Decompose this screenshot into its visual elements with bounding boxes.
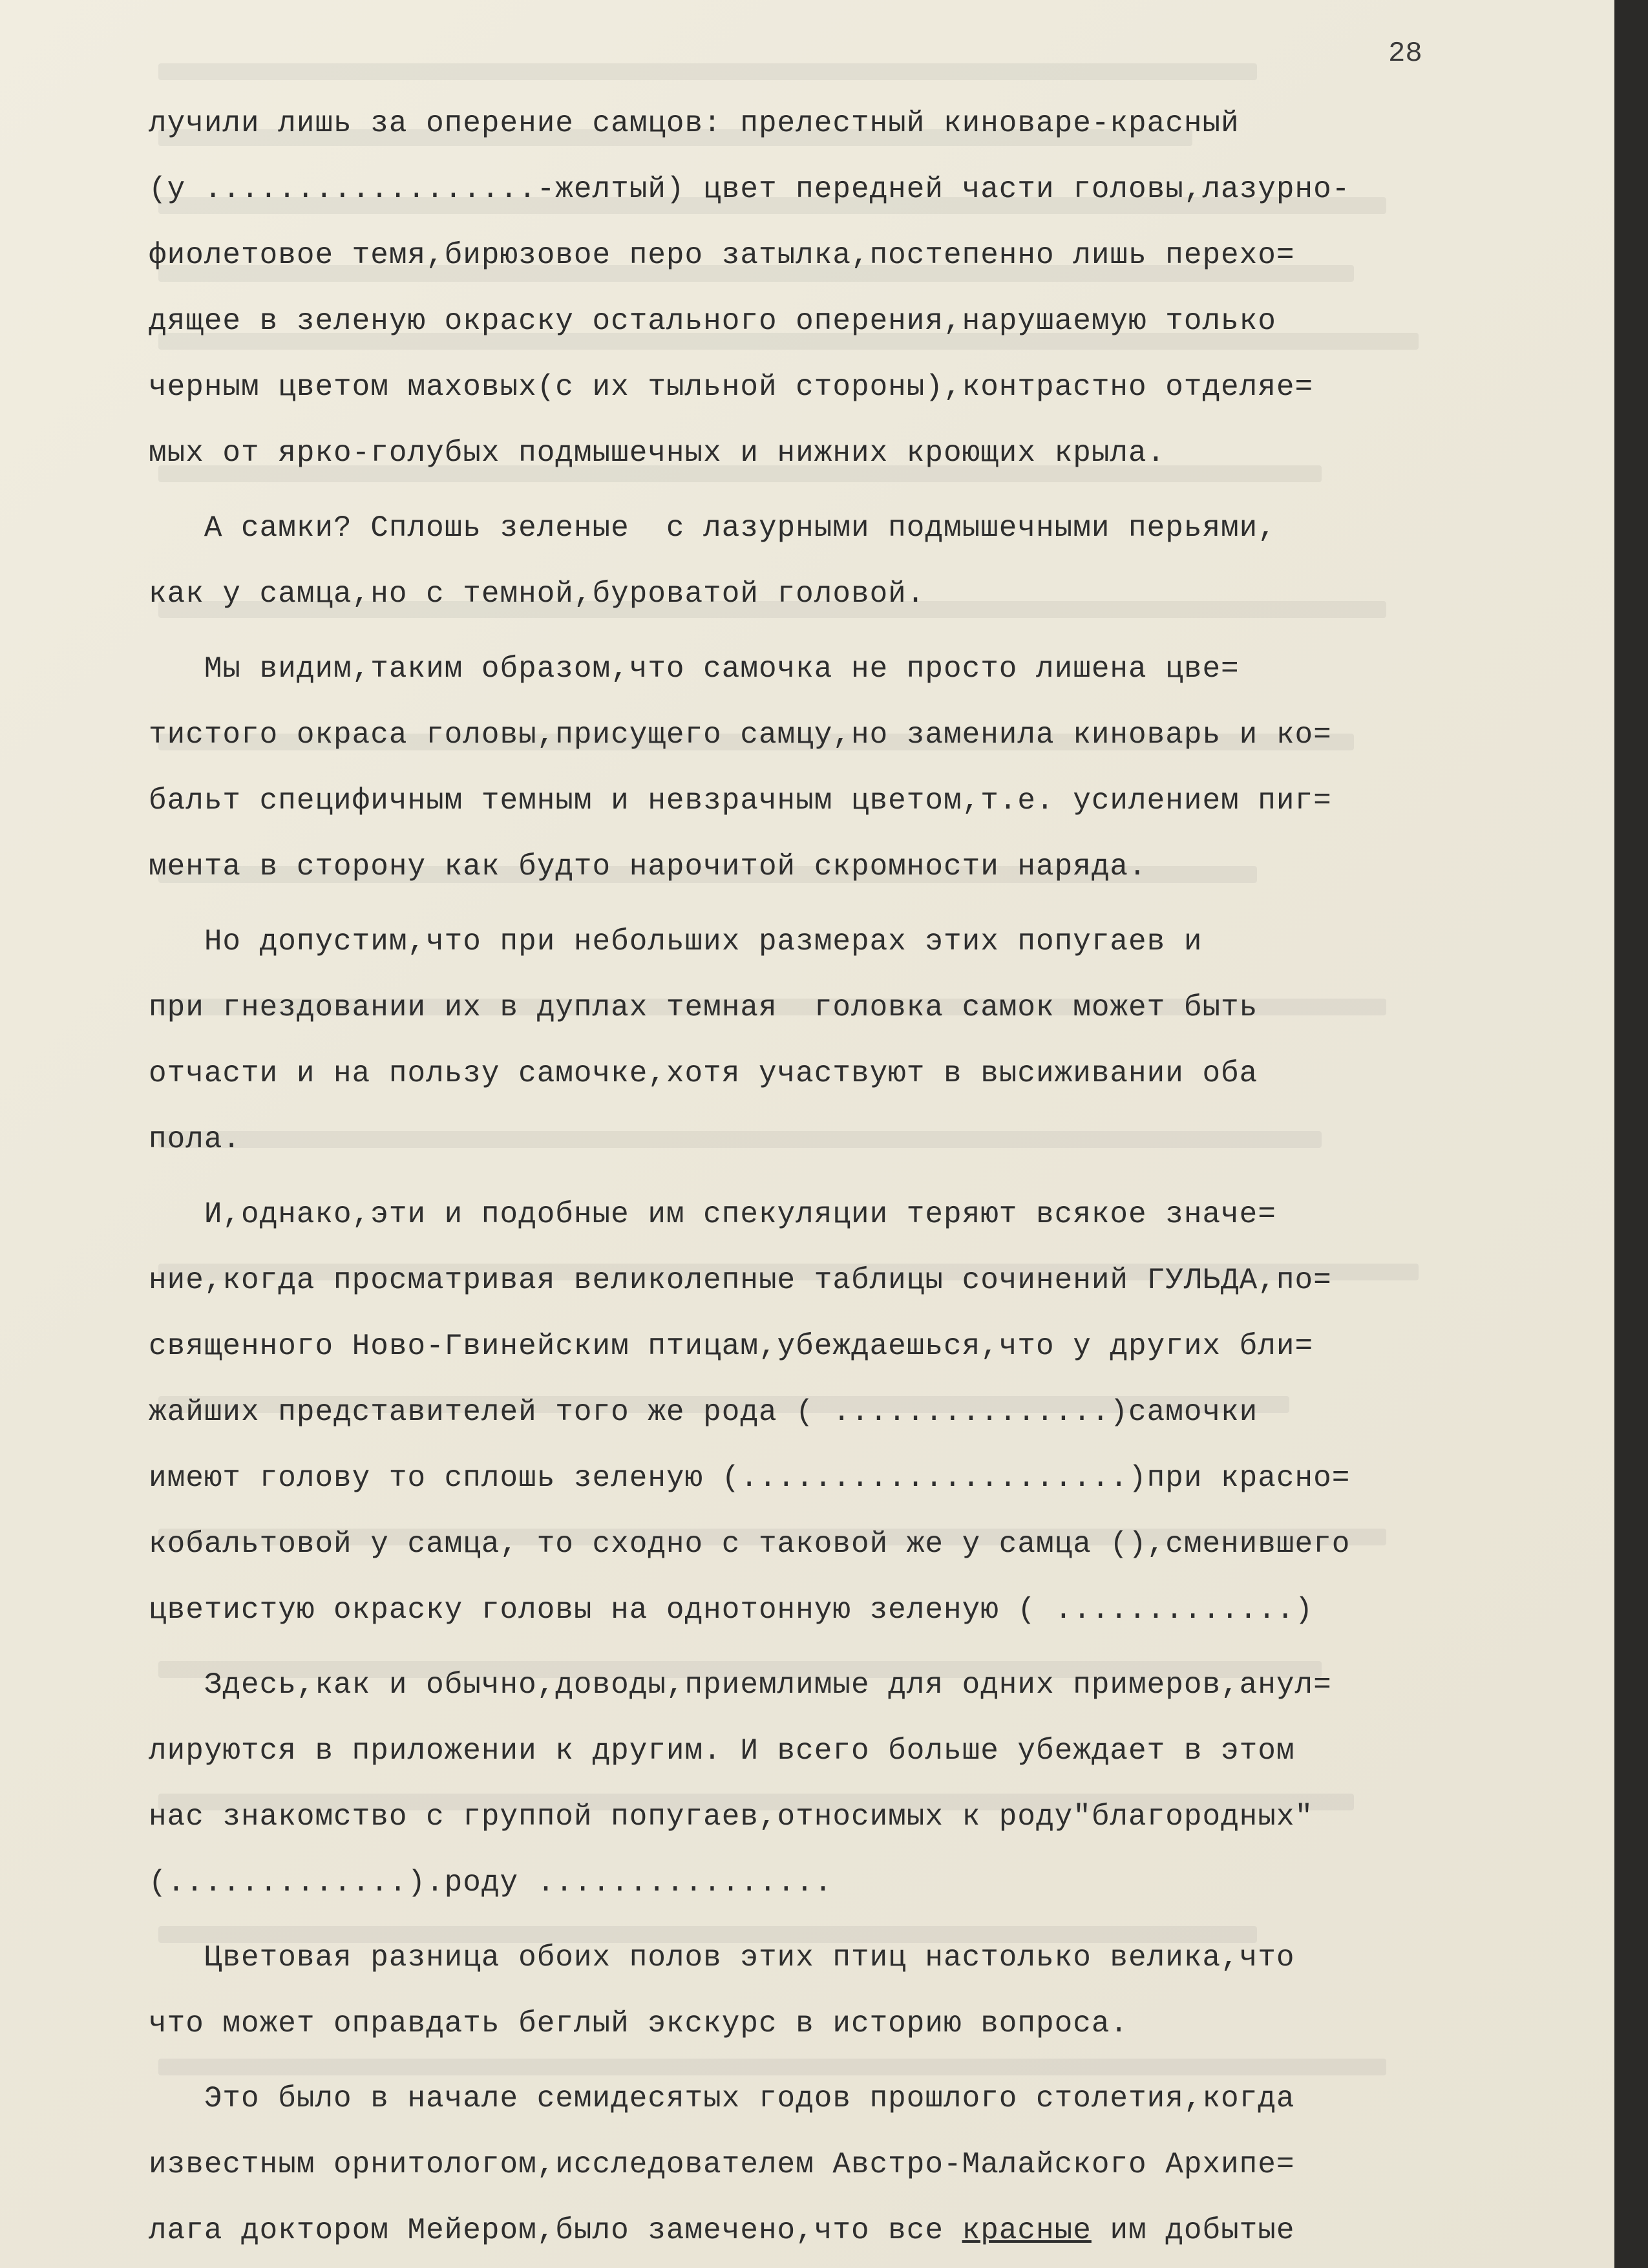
text-line: дящее в зеленую окраску остального оперения,нарушаемую только — [149, 304, 1276, 338]
paragraph — [149, 1652, 1551, 1916]
text-line: нас знакомство с группой попугаев,относимых к роду"благородных" — [149, 1800, 1314, 1834]
text-line: пола. — [149, 1123, 242, 1156]
text-line: Но допустим,что при небольших размерах этих попугаев и — [149, 925, 1203, 959]
text-line: кобальтовой у самца, то сходно с таковой же у самца (),сменившего — [149, 1527, 1351, 1561]
text-line: как у самца,но с темной,буроватой головой. — [149, 577, 925, 611]
paragraph — [149, 90, 1551, 486]
text-line: мых от ярко-голубых подмышечных и нижних кроющих крыла. — [149, 436, 1166, 470]
text-line: известным орнитологом,исследователем Австро-Малайского Архипе= — [149, 2148, 1295, 2181]
underlined-word: красные — [962, 2214, 1092, 2247]
text-line: Цветовая разница обоих полов этих птиц настолько велика,что — [149, 1941, 1295, 1975]
text-line: отчасти и на пользу самочке,хотя участвуют в высиживании оба — [149, 1057, 1258, 1090]
line-start: лага доктором Мейером,было замечено,что все — [149, 2214, 962, 2247]
text-line: И,однако,эти и подобные им спекуляции теряют всякое значе= — [149, 1198, 1276, 1231]
text-line: (у ..................-желтый) цвет передней части головы,лазурно- — [149, 173, 1351, 206]
text-line: при гнездовании их в дуплах темная головка самок может быть — [149, 991, 1258, 1024]
text-line: черным цветом маховых(с их тыльной стороны),контрастно отделяе= — [149, 370, 1314, 404]
text-line: лируются в приложении к другим. И всего больше убеждает в этом — [149, 1734, 1295, 1768]
text-line: ние,когда просматривая великолепные таблицы сочинений ГУЛЬДА,по= — [149, 1264, 1332, 1297]
paragraph — [149, 2066, 1551, 2263]
paragraph — [149, 1925, 1551, 2057]
text-line: фиолетовое темя,бирюзовое перо затылка,постепенно лишь перехо= — [149, 238, 1295, 272]
text-line: что может оправдать беглый экскурс в историю вопроса. — [149, 2007, 1129, 2040]
text-line-last — [149, 2198, 1551, 2263]
page-number: 28 — [1388, 37, 1422, 70]
text-line: тистого окраса головы,присущего самцу,но заменила киноварь и ко= — [149, 718, 1332, 752]
text-line: имеют голову то сплошь зеленую (.....................)при красно= — [149, 1461, 1351, 1495]
paragraph — [149, 636, 1551, 900]
text-line: жайших представителей того же рода ( ...............)самочки — [149, 1395, 1258, 1429]
text-line: Здесь,как и обычно,доводы,приемлимые для одних примеров,анул= — [149, 1668, 1332, 1702]
text-line: священного Ново-Гвинейским птицам,убеждаешься,что у других бли= — [149, 1330, 1314, 1363]
text-line: бальт специфичным темным и невзрачным цветом,т.е. усилением пиг= — [149, 784, 1332, 818]
paragraph — [149, 495, 1551, 627]
text-line: А самки? Сплошь зеленые с лазурными подмышечными перьями, — [149, 511, 1276, 545]
paragraph — [149, 909, 1551, 1172]
text-line: мента в сторону как будто нарочитой скромности наряда. — [149, 850, 1147, 884]
text-line: (.............).роду ................ — [149, 1866, 833, 1900]
text-line: лучили лишь за оперение самцов: прелестный киноваре-красный — [149, 107, 1240, 140]
typewritten-text — [149, 90, 1551, 2263]
text-line: Это было в начале семидесятых годов прошлого столетия,когда — [149, 2082, 1295, 2115]
text-line: цветистую окраску головы на однотонную зеленую ( .............) — [149, 1593, 1314, 1627]
line-tail: им добытые — [1091, 2214, 1295, 2247]
paragraph — [149, 1182, 1551, 1643]
text-line: Мы видим,таким образом,что самочка не просто лишена цве= — [149, 652, 1240, 686]
